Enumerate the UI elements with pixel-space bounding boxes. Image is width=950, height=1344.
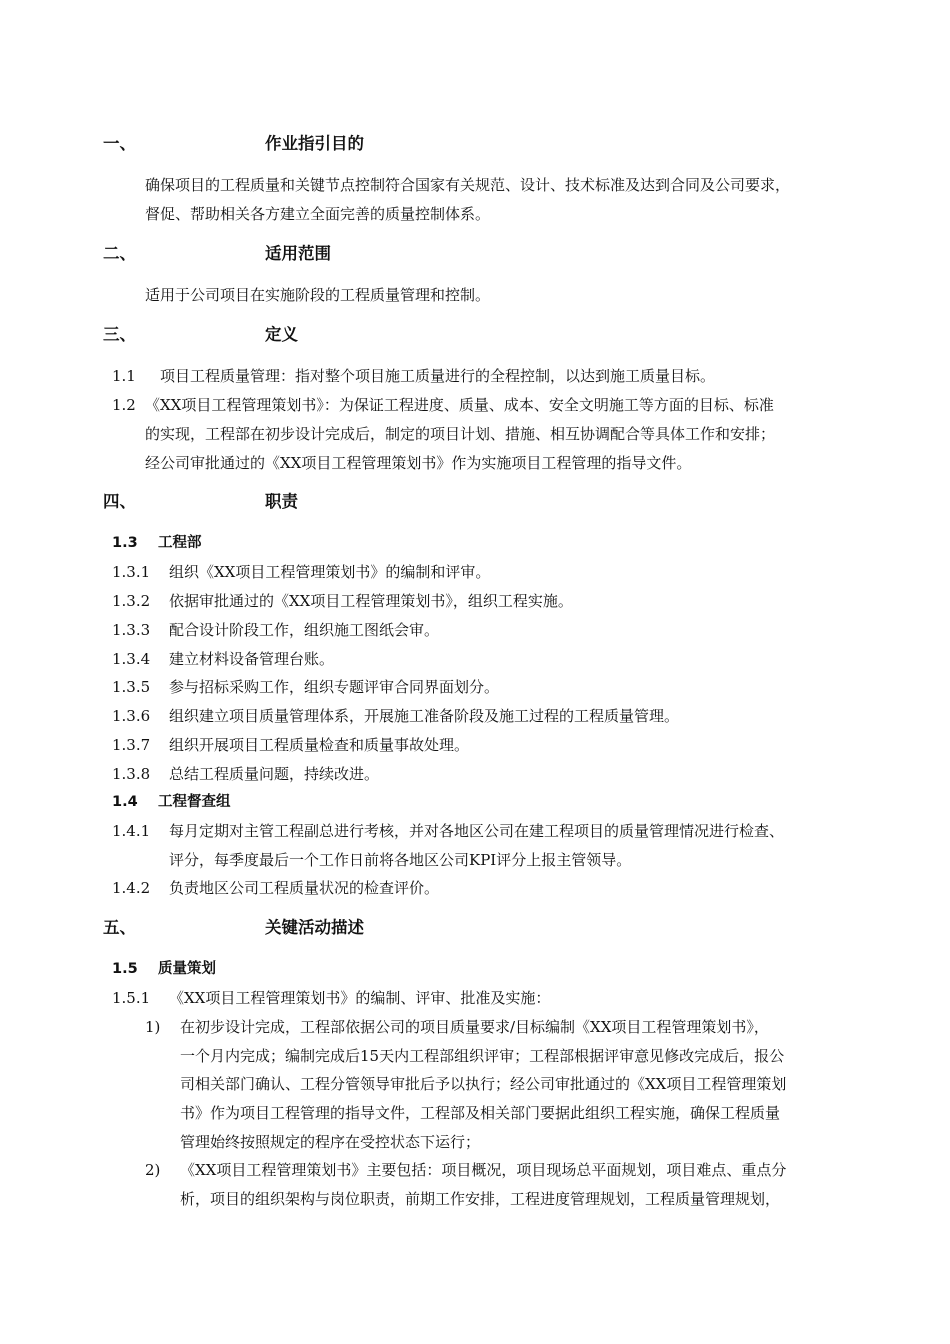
definition-2-line: 经公司审批通过的《XX项目工程管理策划书》作为实施项目工程管理的指导文件。	[145, 454, 692, 472]
section-2-number: 二、	[103, 244, 136, 263]
clause-text: 组织建立项目质量管理体系，开展施工准备阶段及施工过程的工程质量管理。	[169, 707, 680, 725]
subsection-1-5-title: 质量策划	[158, 961, 216, 977]
clause-number: 1.3.5	[112, 678, 151, 696]
definition-2-line: 的实现，工程部在初步设计完成后，制定的项目计划、措施、相互协调配合等具体工作和安排；	[145, 425, 776, 443]
list-item-line: 一个月内完成；编制完成后15天内工程部组织评审；工程部根据评审意见修改完成后，报公	[180, 1047, 785, 1065]
clause-number: 1.3.6	[112, 707, 151, 725]
clause-text: 建立材料设备管理台账。	[169, 650, 335, 668]
clause-number: 1.3.8	[112, 765, 151, 783]
subsection-1-5-number: 1.5	[112, 961, 138, 977]
clause-number: 1.5.1	[112, 989, 151, 1007]
list-item-line: 书》作为项目工程管理的指导文件，工程部及相关部门要据此组织工程实施，确保工程质量	[180, 1104, 781, 1122]
list-item-line: 析，项目的组织架构与岗位职责，前期工作安排，工程进度管理规划，工程质量管理规划，	[180, 1190, 781, 1208]
clause-number: 1.3.7	[112, 736, 151, 754]
list-item-line: 管理始终按照规定的程序在受控状态下运行；	[180, 1133, 481, 1151]
list-item-line: 司相关部门确认、工程分管领导审批后予以执行；经公司审批通过的《XX项目工程管理策划	[180, 1075, 787, 1093]
clause-number: 1.3.2	[112, 592, 151, 610]
list-item-line: 在初步设计完成，工程部依据公司的项目质量要求/目标编制《XX项目工程管理策划书》，	[180, 1018, 769, 1036]
definition-1-text: 项目工程质量管理：指对整个项目施工质量进行的全程控制，以达到施工质量目标。	[160, 367, 716, 385]
section-1-title: 作业指引目的	[265, 134, 364, 153]
section-1-body-line: 督促、帮助相关各方建立全面完善的质量控制体系。	[145, 205, 491, 223]
section-1-number: 一、	[103, 134, 136, 153]
clause-text: 《XX项目工程管理策划书》的编制、评审、批准及实施：	[169, 989, 551, 1007]
section-4-title: 职责	[265, 492, 298, 511]
clause-text: 负责地区公司工程质量状况的检查评价。	[169, 879, 440, 897]
clause-text: 组织《XX项目工程管理策划书》的编制和评审。	[169, 563, 491, 581]
clause-text: 评分，每季度最后一个工作日前将各地区公司KPI评分上报主管领导。	[169, 851, 632, 869]
clause-text: 总结工程质量问题，持续改进。	[169, 765, 380, 783]
subsection-1-4-number: 1.4	[112, 794, 138, 810]
clause-text: 每月定期对主管工程副总进行考核，并对各地区公司在建工程项目的质量管理情况进行检查、	[169, 822, 785, 840]
clause-text: 依据审批通过的《XX项目工程管理策划书》，组织工程实施。	[169, 592, 573, 610]
definition-2-number: 1.2	[112, 396, 136, 414]
subsection-1-3-title: 工程部	[158, 535, 202, 551]
clause-text: 组织开展项目工程质量检查和质量事故处理。	[169, 736, 470, 754]
list-item-line: 《XX项目工程管理策划书》主要包括：项目概况，项目现场总平面规划，项目难点、重点分	[180, 1161, 787, 1179]
clause-number: 1.4.1	[112, 822, 151, 840]
section-3-title: 定义	[265, 325, 298, 344]
section-2-body: 适用于公司项目在实施阶段的工程质量管理和控制。	[145, 286, 491, 304]
section-5-number: 五、	[103, 918, 136, 937]
subsection-1-3-number: 1.3	[112, 535, 138, 551]
clause-number: 1.3.3	[112, 621, 151, 639]
section-3-number: 三、	[103, 325, 136, 344]
definition-2-line: 《XX项目工程管理策划书》：为保证工程进度、质量、成本、安全文明施工等方面的目标、标准	[145, 396, 774, 414]
clause-number: 1.3.1	[112, 563, 151, 581]
list-item-number: 2)	[145, 1161, 161, 1179]
clause-text: 配合设计阶段工作，组织施工图纸会审。	[169, 621, 440, 639]
definition-1-number: 1.1	[112, 367, 136, 385]
list-item-number: 1)	[145, 1018, 161, 1036]
clause-number: 1.3.4	[112, 650, 151, 668]
section-1-body-line: 确保项目的工程质量和关键节点控制符合国家有关规范、设计、技术标准及达到合同及公司要求，	[145, 176, 791, 194]
section-2-title: 适用范围	[265, 244, 331, 263]
clause-text: 参与招标采购工作，组织专题评审合同界面划分。	[169, 678, 500, 696]
section-5-title: 关键活动描述	[265, 918, 364, 937]
clause-number: 1.4.2	[112, 879, 151, 897]
section-4-number: 四、	[103, 492, 136, 511]
subsection-1-4-title: 工程督查组	[158, 794, 231, 810]
